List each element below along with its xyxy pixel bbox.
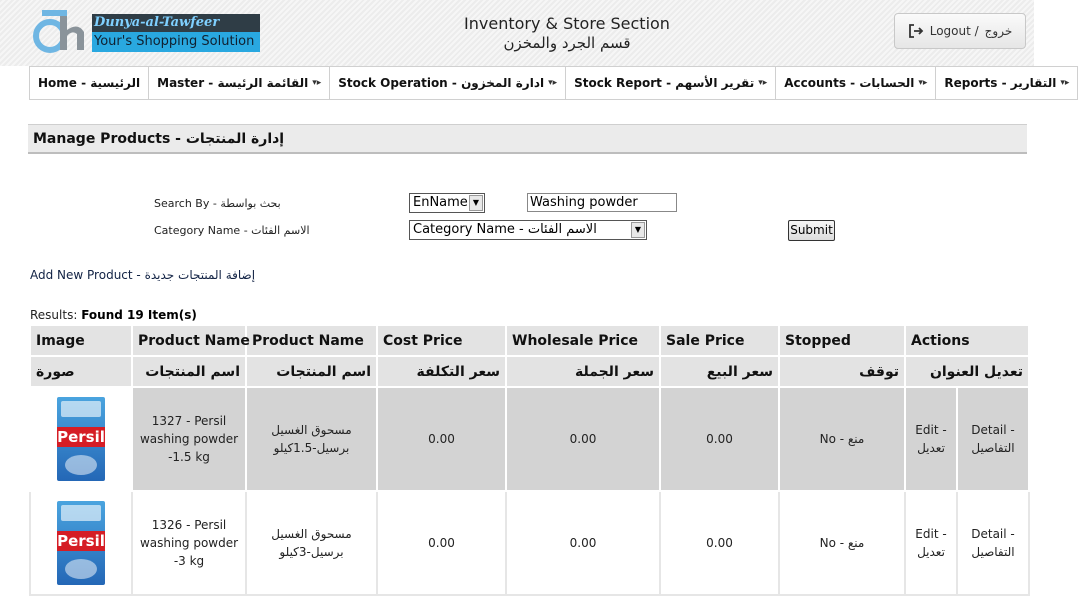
category-value: Category Name - الاسم الفئات xyxy=(413,222,597,237)
nav-accounts-label: Accounts - الحسابات xyxy=(784,76,915,90)
sale-price: 0.00 xyxy=(660,387,779,491)
product-image-cell xyxy=(30,491,132,595)
logout-label-ar: خروج xyxy=(984,24,1013,38)
search-input[interactable]: Washing powder xyxy=(527,193,677,212)
col-header-product-name-en-ar: اسم المنتجات xyxy=(132,356,246,387)
col-header-cost-price-ar: سعر التكلفة xyxy=(377,356,506,387)
col-header-actions: Actions xyxy=(905,325,1029,356)
search-by-value: EnName xyxy=(413,195,468,210)
product-name-ar: مسحوق الغسيل برسيل-1.5كيلو xyxy=(246,387,377,491)
sale-price: 0.00 xyxy=(660,491,779,595)
table-header-row-ar xyxy=(30,356,1029,387)
product-image[interactable] xyxy=(57,397,105,481)
page-title: Manage Products - إدارة المنتجات xyxy=(28,124,1027,154)
chevron-down-icon: ▼ xyxy=(631,222,645,238)
logout-button[interactable] xyxy=(894,13,1026,49)
col-header-wholesale-price[interactable]: Wholesale Price xyxy=(506,325,660,356)
edit-link[interactable]: Edit - تعديل xyxy=(905,387,957,491)
search-by-select[interactable] xyxy=(409,193,485,213)
package-highlight xyxy=(61,401,101,417)
category-select[interactable] xyxy=(409,220,647,240)
nav-stock-operation[interactable] xyxy=(330,67,566,99)
dropdown-arrows-icon: ▾▸ xyxy=(1060,78,1070,88)
results-count: Found 19 Item(s) xyxy=(81,308,197,322)
nav-home-label: Home - الرئيسية xyxy=(38,76,141,90)
col-header-stopped-ar: توقف xyxy=(779,356,905,387)
nav-accounts[interactable] xyxy=(776,67,936,99)
col-header-product-name-en[interactable]: Product Name xyxy=(132,325,246,356)
logo-mark-icon xyxy=(32,8,92,54)
nav-master-label: Master - القائمة الرئيسة xyxy=(157,76,309,90)
table-row xyxy=(30,491,1029,595)
results-summary xyxy=(30,308,197,322)
chevron-down-icon: ▼ xyxy=(469,195,483,211)
detail-link[interactable]: Detail - التفاصيل xyxy=(957,491,1029,595)
edit-link[interactable]: Edit - تعديل xyxy=(905,491,957,595)
col-header-image[interactable]: Image xyxy=(30,325,132,356)
nav-master[interactable] xyxy=(149,67,330,99)
product-image-cell xyxy=(30,387,132,491)
wholesale-price: 0.00 xyxy=(506,491,660,595)
col-header-sale-price[interactable]: Sale Price xyxy=(660,325,779,356)
product-name-ar: مسحوق الغسيل برسيل-3كيلو xyxy=(246,491,377,595)
col-header-wholesale-price-ar: سعر الجملة xyxy=(506,356,660,387)
logo-tagline: Your's Shopping Solution xyxy=(92,32,260,52)
sign-out-icon xyxy=(908,23,924,39)
nav-stock-operation-label: Stock Operation - ادارة المخزون xyxy=(338,76,545,90)
product-image[interactable] xyxy=(57,501,105,585)
site-logo[interactable] xyxy=(32,8,262,54)
category-label: Category Name - الاسم الفئات xyxy=(154,224,310,237)
section-title-en: Inventory & Store Section xyxy=(464,14,670,33)
col-header-product-name-ar[interactable]: Product Name xyxy=(246,325,377,356)
nav-reports[interactable] xyxy=(936,67,1077,99)
col-header-actions-ar: تعديل العنوان xyxy=(905,356,1029,387)
nav-stock-report-label: Stock Report - تقرير الأسهم xyxy=(574,76,755,90)
logo-name: Dunya-al-Tawfeer xyxy=(92,14,260,32)
cost-price: 0.00 xyxy=(377,491,506,595)
section-title xyxy=(420,14,714,52)
main-nav xyxy=(29,66,1078,100)
dropdown-arrows-icon: ▾▸ xyxy=(312,78,322,88)
table-header-row-en xyxy=(30,325,1029,356)
cost-price: 0.00 xyxy=(377,387,506,491)
stopped-status: No - منع xyxy=(779,491,905,595)
wholesale-price: 0.00 xyxy=(506,387,660,491)
product-brand: Persil xyxy=(57,532,105,550)
col-header-product-name-ar-ar: اسم المنتجات xyxy=(246,356,377,387)
product-brand: Persil xyxy=(57,428,105,446)
detail-link[interactable]: Detail - التفاصيل xyxy=(957,387,1029,491)
table-row xyxy=(30,387,1029,491)
search-by-label: Search By - بحث بواسطة xyxy=(154,197,281,210)
nav-stock-report[interactable] xyxy=(566,67,776,99)
stopped-status: No - منع xyxy=(779,387,905,491)
product-name-en: 1326 - Persil washing powder -3 kg xyxy=(132,491,246,595)
dropdown-arrows-icon: ▾▸ xyxy=(918,78,928,88)
add-new-product-link[interactable]: Add New Product - إضافة المنتجات جديدة xyxy=(30,268,256,282)
submit-button[interactable]: Submit xyxy=(788,220,835,241)
package-highlight xyxy=(65,559,97,579)
package-highlight xyxy=(61,505,101,521)
col-header-image-ar: صورة xyxy=(30,356,132,387)
col-header-cost-price[interactable]: Cost Price xyxy=(377,325,506,356)
package-highlight xyxy=(65,455,97,475)
col-header-stopped[interactable]: Stopped xyxy=(779,325,905,356)
products-table xyxy=(29,324,1030,596)
results-prefix: Results: xyxy=(30,308,78,322)
nav-home[interactable] xyxy=(30,67,149,99)
section-title-ar: قسم الجرد والمخزن xyxy=(503,34,631,52)
dropdown-arrows-icon: ▾▸ xyxy=(548,78,558,88)
dropdown-arrows-icon: ▾▸ xyxy=(758,78,768,88)
nav-reports-label: Reports - التقارير xyxy=(944,76,1057,90)
col-header-sale-price-ar: سعر البيع xyxy=(660,356,779,387)
logout-label: Logout / xyxy=(929,24,979,38)
product-name-en: 1327 - Persil washing powder -1.5 kg xyxy=(132,387,246,491)
app-header xyxy=(0,0,1034,66)
